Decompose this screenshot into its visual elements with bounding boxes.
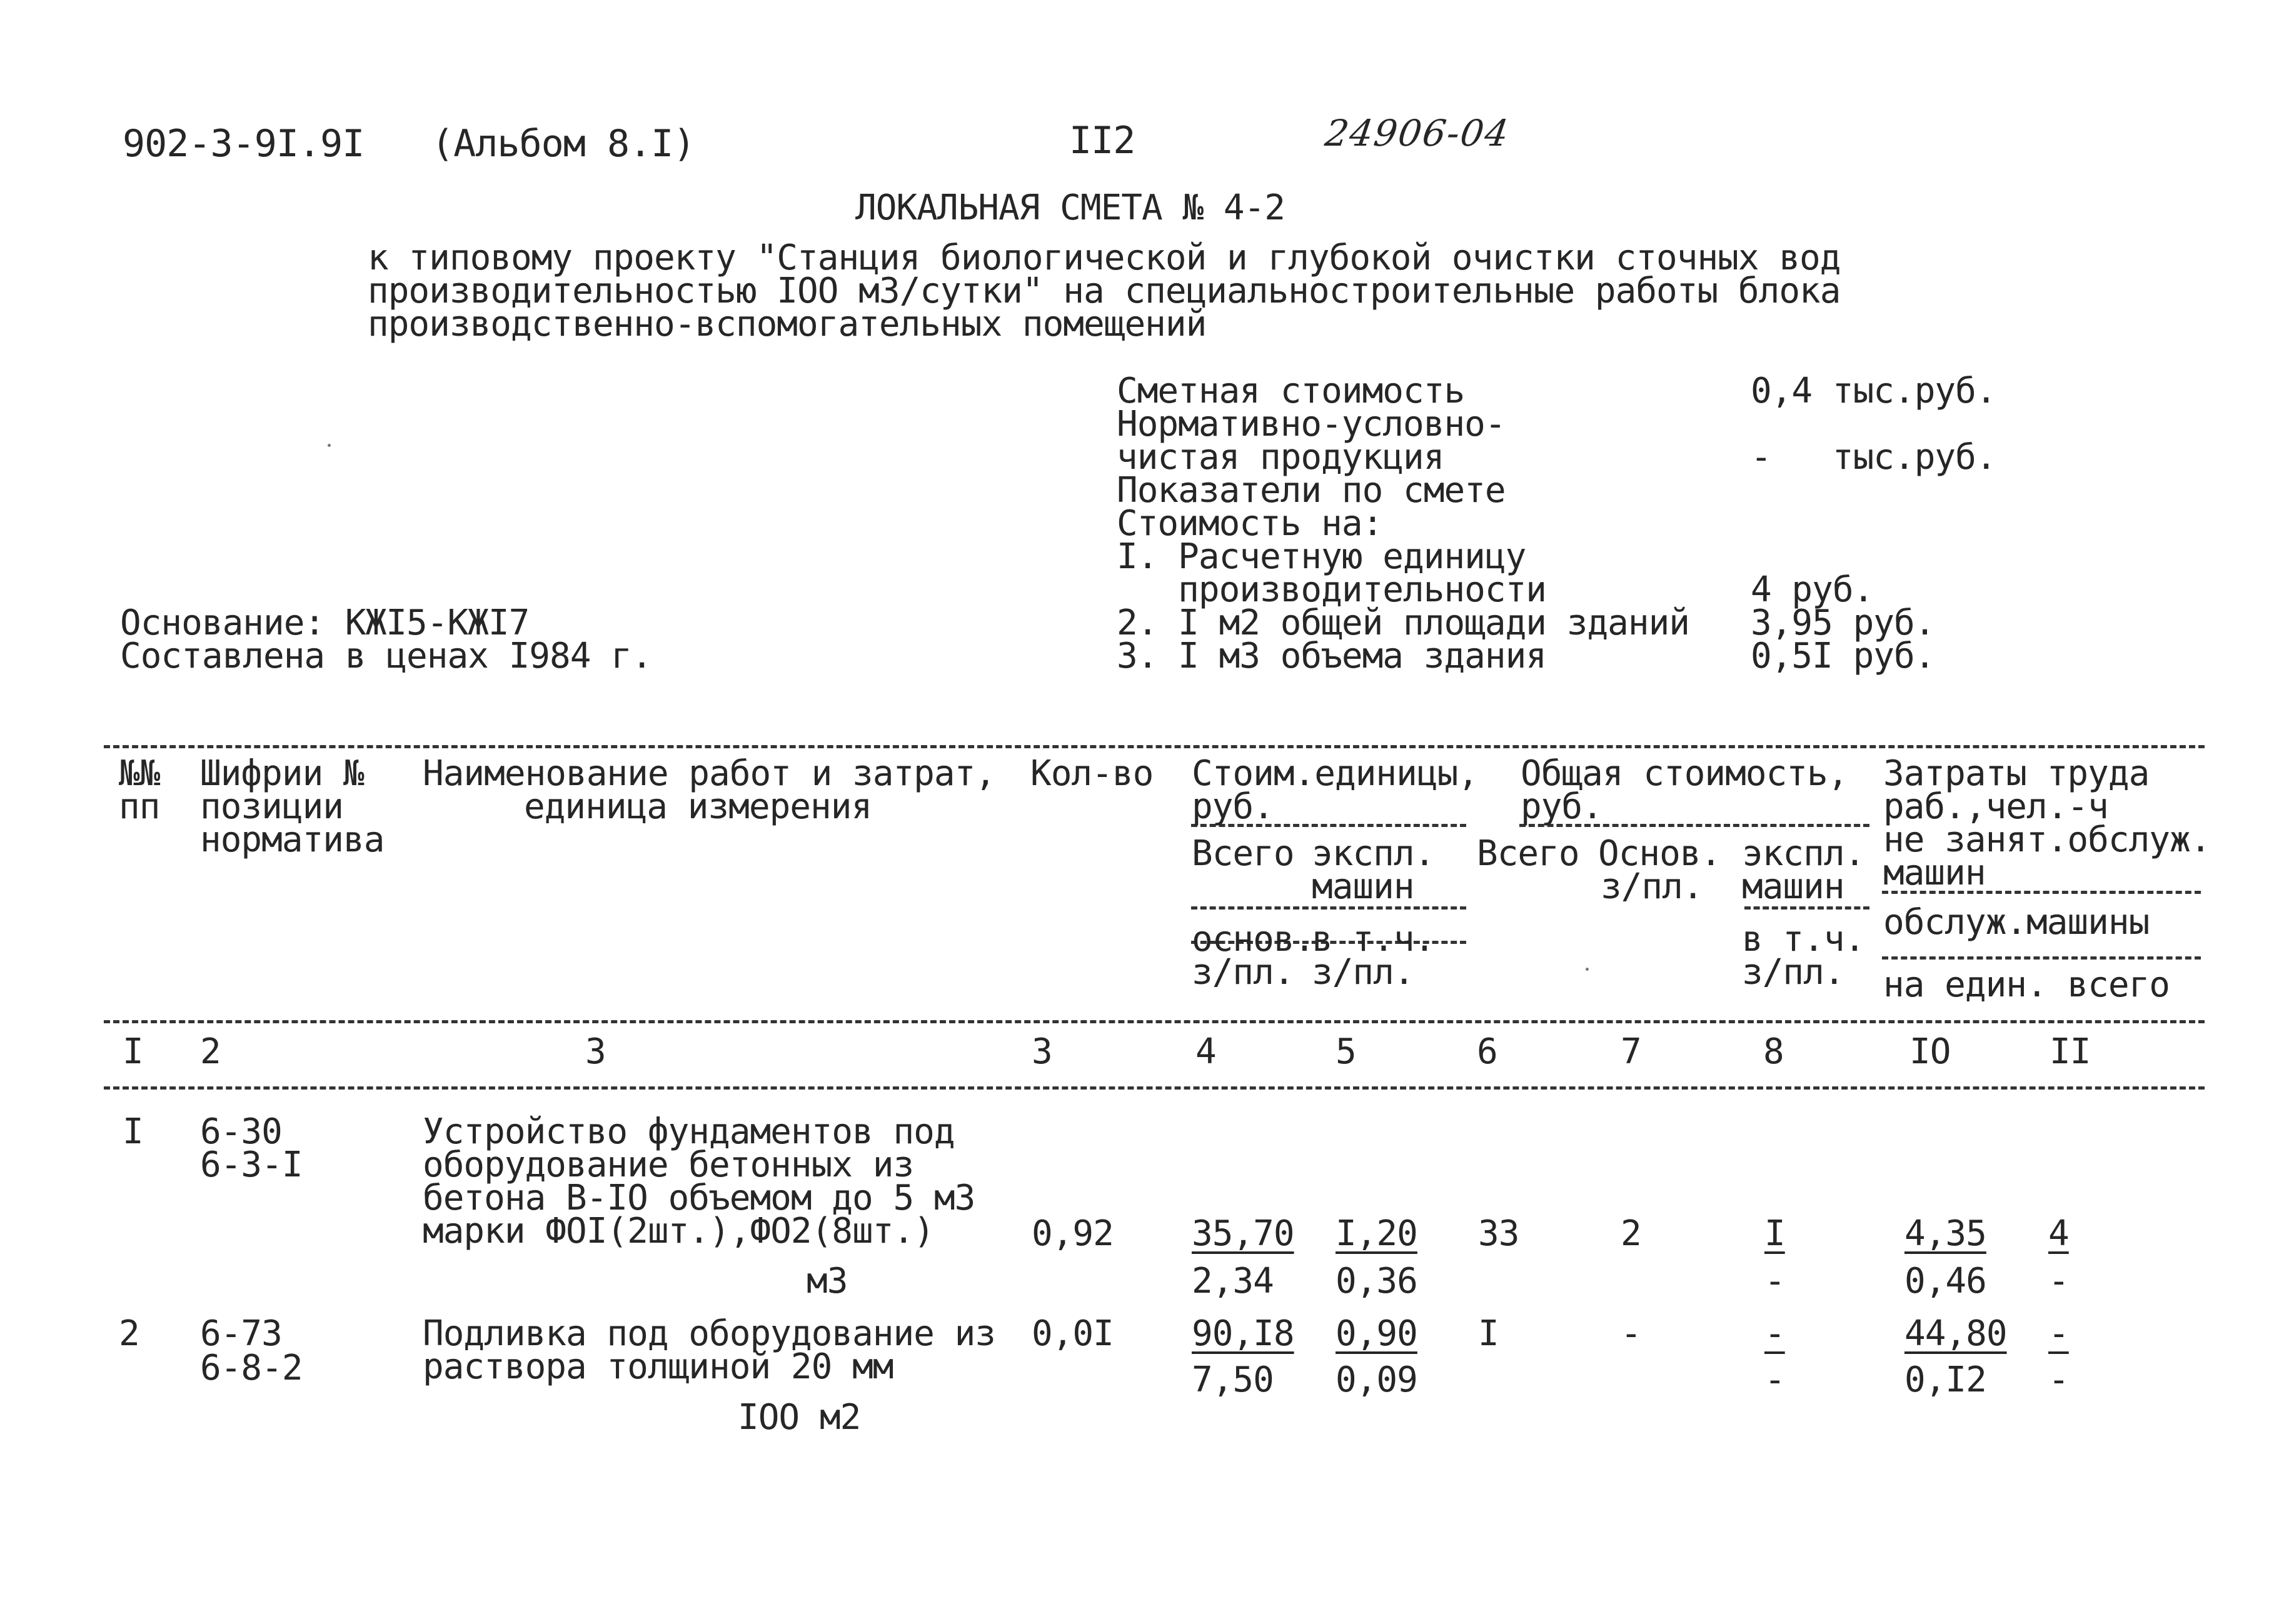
summary-line-1: Сметная стоимость: [1117, 371, 1465, 411]
row-c10: 4,35: [1904, 1213, 1986, 1254]
row-name: раствора толщиной 20 мм: [423, 1346, 893, 1387]
table-header-rule: [104, 1020, 2205, 1023]
row-qty: 0,92: [1032, 1213, 1114, 1254]
header-col5-exp-2: машин: [1312, 866, 1414, 907]
row-unit: м3: [807, 1261, 848, 1301]
header-total-cost-rub: руб.: [1521, 786, 1602, 827]
header-labor-3: не занят.обслуж.: [1883, 820, 2211, 860]
header-subrule: [1882, 956, 2201, 960]
header-code-3: норматива: [200, 820, 385, 860]
subtitle-line-1: к типовому проекту "Станция биологической и глубокой очистки сточных вод: [368, 238, 1841, 278]
row-unit: IOO м2: [738, 1397, 861, 1438]
row-qty: 0,0I: [1032, 1313, 1114, 1354]
row-code: 6-73: [200, 1313, 282, 1354]
row-num: I: [123, 1111, 143, 1152]
header-unit-cost-rub: руб.: [1192, 786, 1274, 827]
basis-line: Основание: КЖI5-КЖI7: [120, 603, 530, 643]
row-name: марки ФОI(2шт.),ФО2(8шт.): [423, 1211, 934, 1251]
row-c11: -: [2048, 1313, 2069, 1354]
row-c11b: -: [2048, 1360, 2069, 1400]
colnum-6: 6: [1477, 1031, 1497, 1072]
subtitle-line-3: производственно-вспомогательных помещений: [368, 304, 1207, 344]
header-col6-all: Всего: [1477, 833, 1579, 874]
header-num-1: №№: [119, 753, 160, 794]
row-c11b: -: [2048, 1261, 2069, 1301]
row-name: Устройство фундаментов под: [423, 1111, 955, 1152]
header-col4-wage-1: основ.: [1192, 919, 1315, 960]
colnum-10: IO: [1909, 1031, 1951, 1072]
row-c5: I,20: [1336, 1213, 1417, 1254]
row-num: 2: [119, 1313, 139, 1354]
summary-value-3: - тыс.руб.: [1751, 437, 1996, 478]
row-c7: -: [1621, 1313, 1641, 1354]
prices-line: Составлена в ценах I984 г.: [120, 636, 652, 676]
row-c11: 4: [2048, 1213, 2069, 1254]
colnum-8: 8: [1763, 1031, 1784, 1072]
album-label: (Альбом 8.I): [431, 122, 695, 166]
header-name-2: единица измерения: [524, 786, 872, 827]
row-name: Подливка под оборудование из: [423, 1313, 996, 1354]
row-c8: -: [1764, 1313, 1785, 1354]
colnum-11: II: [2050, 1031, 2091, 1072]
project-code: 902-3-9I.9I: [123, 122, 365, 166]
header-service-machines: обслуж.машины: [1883, 902, 2150, 943]
row-c5: 0,90: [1336, 1313, 1417, 1354]
row-c10b: 0,46: [1904, 1261, 1986, 1301]
colnum-7: 7: [1621, 1031, 1641, 1072]
header-code-1: Шифрии №: [200, 753, 364, 794]
header-col5-wage-2: з/пл.: [1312, 952, 1414, 993]
summary-value-9: 0,5I руб.: [1751, 636, 1935, 676]
summary-line-3: чистая продукция: [1117, 437, 1444, 478]
row-c4: 90,I8: [1192, 1313, 1294, 1354]
summary-line-7: производительности: [1117, 569, 1547, 610]
header-labor-4: машин: [1883, 853, 1986, 893]
header-col4-wage-2: з/пл.: [1192, 952, 1294, 993]
summary-line-6: I. Расчетную единицу: [1117, 536, 1526, 577]
row-c10: 44,80: [1904, 1313, 2007, 1354]
page-number: II2: [1069, 119, 1135, 163]
summary-line-4: Показатели по смете: [1117, 470, 1506, 511]
document-title: ЛОКАЛЬНАЯ СМЕТА № 4-2: [855, 188, 1285, 228]
row-c8b: -: [1764, 1261, 1785, 1301]
header-code-2: позиции: [200, 786, 344, 827]
summary-line-8: 2. I м2 общей площади зданий: [1117, 603, 1690, 643]
row-c6: 33: [1478, 1213, 1519, 1254]
header-col8-exp-2: машин: [1742, 866, 1844, 907]
row-code: 6-3-I: [200, 1145, 303, 1185]
header-name-1: Наименование работ и затрат,: [423, 753, 996, 794]
colnum-3b: 3: [1032, 1031, 1052, 1072]
table-top-rule: [104, 745, 2205, 748]
row-code: 6-30: [200, 1111, 282, 1152]
header-num-2: пп: [119, 786, 160, 827]
row-name: оборудование бетонных из: [423, 1145, 914, 1185]
row-code: 6-8-2: [200, 1348, 303, 1388]
colnum-3: 3: [585, 1031, 606, 1072]
colnum-5: 5: [1336, 1031, 1356, 1072]
row-c6: I: [1478, 1313, 1499, 1354]
header-per-unit-total: на един. всего: [1883, 965, 2170, 1005]
header-total-cost: Общая стоимость,: [1521, 753, 1848, 794]
header-col8-exp-1: экспл.: [1742, 833, 1865, 874]
table-colnum-rule: [104, 1086, 2205, 1090]
colnum-2: 2: [200, 1031, 221, 1072]
header-col8-wage-2: з/пл.: [1742, 952, 1844, 993]
handwritten-number: 24906-04: [1322, 112, 1512, 154]
header-col4-all: Всего: [1192, 833, 1294, 874]
row-c4: 35,70: [1192, 1213, 1294, 1254]
row-c8: I: [1764, 1213, 1785, 1254]
summary-line-9: 3. I м3 объема здания: [1117, 636, 1547, 676]
header-col5-wage-1: в т.ч.: [1312, 919, 1435, 960]
header-col7-basic-2: з/пл.: [1601, 866, 1703, 907]
summary-value-8: 3,95 руб.: [1751, 603, 1935, 643]
row-c10b: 0,I2: [1904, 1360, 1986, 1400]
row-c5b: 0,36: [1336, 1261, 1417, 1301]
summary-value-1: 0,4 тыс.руб.: [1751, 371, 1996, 411]
summary-line-5: Стоимость на:: [1117, 503, 1383, 544]
row-c4b: 7,50: [1192, 1360, 1274, 1400]
row-c8b: -: [1764, 1360, 1785, 1400]
header-labor-1: Затраты труда: [1883, 753, 2150, 794]
header-unit-cost: Стоим.единицы,: [1192, 753, 1479, 794]
subtitle-line-2: производительностью IOO м3/сутки" на специальностроительные работы блока: [368, 271, 1841, 311]
row-c4b: 2,34: [1192, 1261, 1274, 1301]
row-c5b: 0,09: [1336, 1360, 1417, 1400]
speck: [328, 444, 331, 447]
colnum-1: I: [123, 1031, 143, 1072]
row-name: бетона В-IO объемом до 5 м3: [423, 1178, 975, 1218]
header-qty: Кол-во: [1030, 753, 1154, 794]
summary-value-7: 4 руб.: [1751, 569, 1874, 610]
header-col8-wage-1: в т.ч.: [1742, 919, 1865, 960]
speck: [1586, 968, 1589, 971]
header-col5-exp-1: экспл.: [1312, 833, 1435, 874]
row-c7: 2: [1621, 1213, 1641, 1254]
header-col7-basic-1: Основ.: [1598, 833, 1721, 874]
header-labor-2: раб.,чел.-ч: [1883, 786, 2108, 827]
summary-line-2: Нормативно-условно-: [1117, 404, 1506, 444]
colnum-4: 4: [1195, 1031, 1216, 1072]
